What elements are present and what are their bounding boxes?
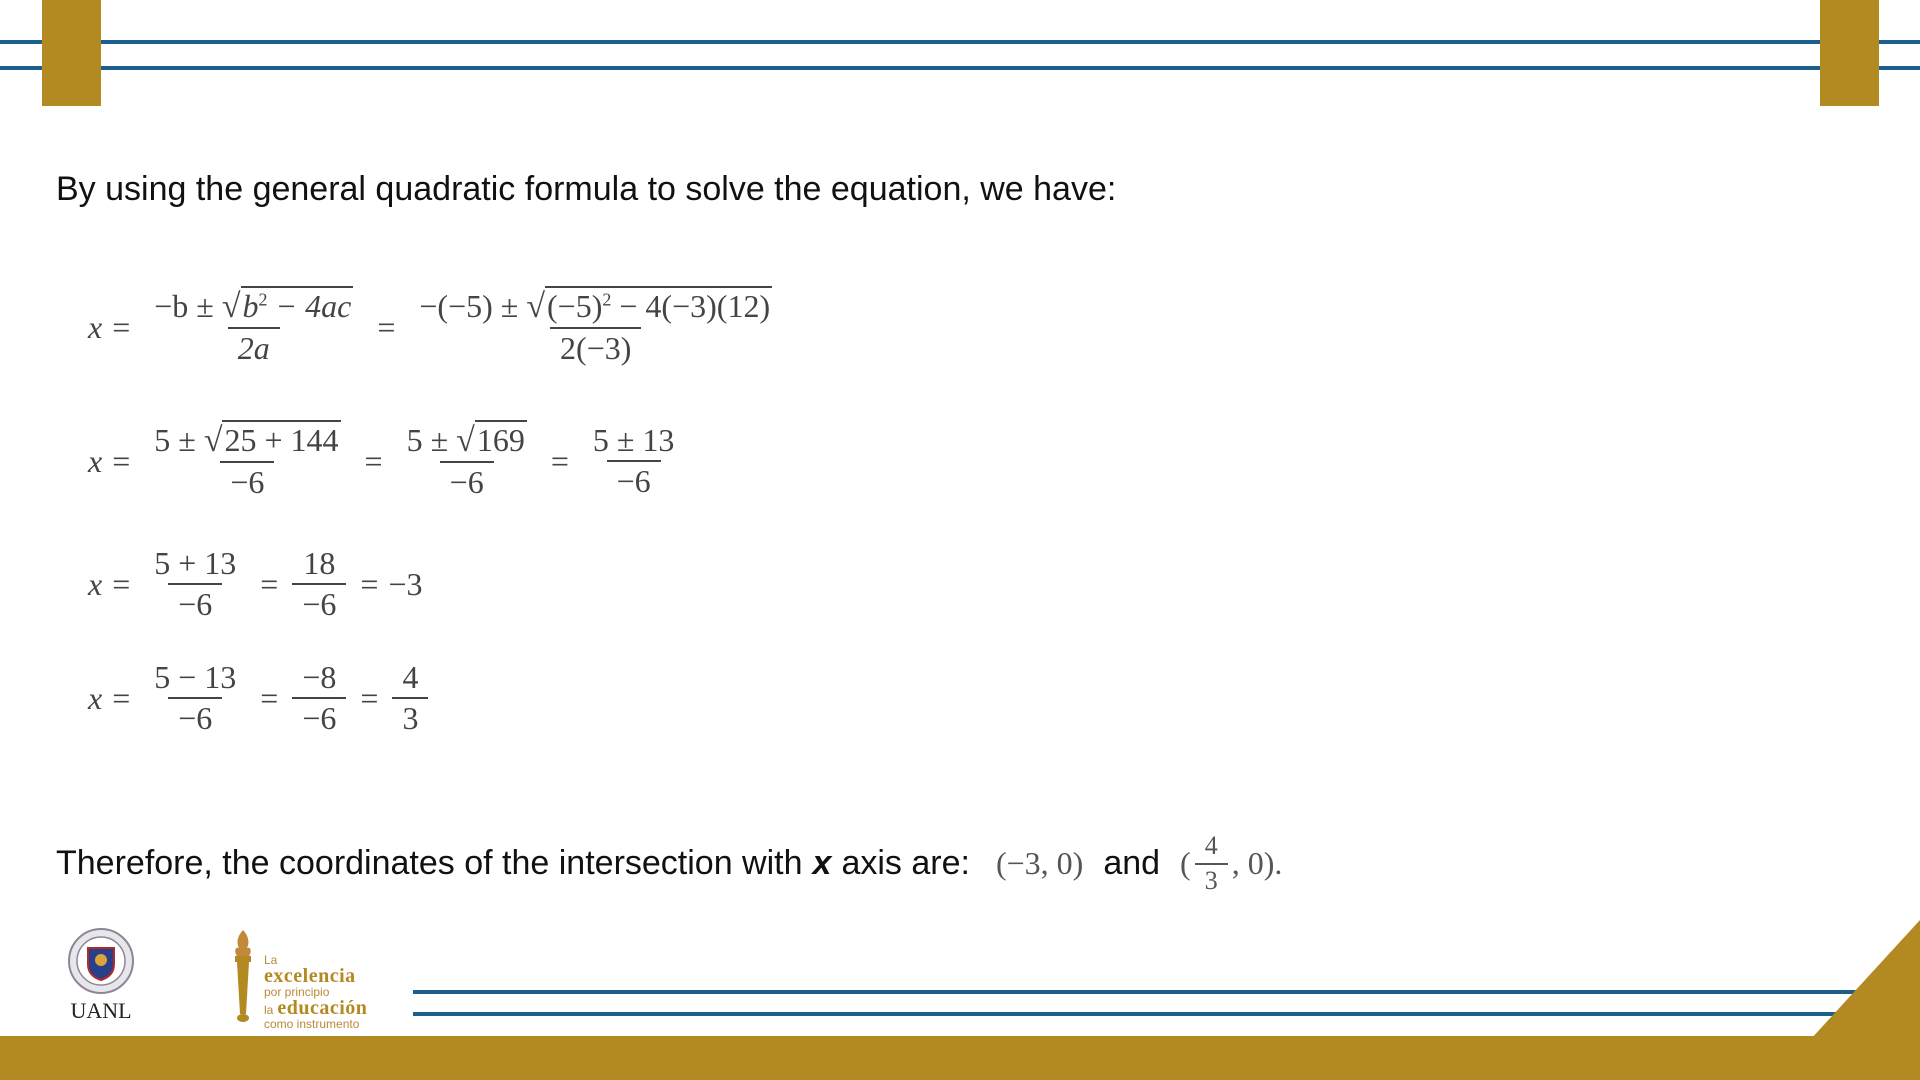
bottom-line-1 xyxy=(413,990,1893,994)
eq2-fraction-2: $\frac{5 \pm √169}{-6}$ xyxy=(406,422,525,501)
top-right-gold-block xyxy=(1820,0,1879,106)
eq4-fraction-3: $\frac{4}{3}$ xyxy=(392,660,428,736)
eq1-fraction-2: $\frac{-(-5) \pm √(-5)^2 - 4(-3)(12)}{2(-3)}$ xyxy=(419,288,771,367)
point-2: ( $\frac{4}{3}$ , 0). xyxy=(1180,831,1283,895)
uanl-label: UANL xyxy=(70,998,132,1023)
top-line-1 xyxy=(0,40,1920,44)
equation-2: x = $\frac{5 \pm √25 + 144}{-6}$ = $\frac{5 \pm √169}{-6}$ = $\frac{5 \pm 13}{-6}$ xyxy=(88,422,688,501)
eq3-lhs: x xyxy=(88,565,103,602)
eq2-fraction-3: $\frac{5 \pm 13}{-6}$ xyxy=(592,422,675,500)
equation-1: x = $\frac{-b \pm √b^2 - 4ac}{2a}$ = $\frac{-(-5) \pm √(-5)^2 - 4(-3)(12)}{2(-3)}$ xyxy=(88,288,786,367)
conclusion-sentence xyxy=(56,832,1282,895)
and-word: and xyxy=(1103,844,1161,883)
eq4-fraction-1: $\frac{5 - 13}{-6}$ xyxy=(154,659,237,737)
eq3-fraction-1: $\frac{5 + 13}{-6}$ xyxy=(154,545,237,623)
eq2-lhs: x xyxy=(88,442,103,479)
bottom-gold-bar xyxy=(0,1036,1920,1080)
eq4-lhs: x xyxy=(88,679,103,716)
top-line-2 xyxy=(0,66,1920,70)
eq1-lhs: x xyxy=(88,308,103,345)
uanl-seal-logo xyxy=(68,928,134,994)
intro-text: By using the general quadratic formula to solve the equation, we have: xyxy=(56,170,1117,208)
conclusion-text-before: Therefore, the coordinates of the intersection with xyxy=(56,844,803,883)
equation-3: x = $\frac{5 + 13}{-6}$ = $\frac{18}{-6}$ = −3 xyxy=(88,545,423,623)
equation-4: x = $\frac{5 - 13}{-6}$ = $\frac{-8}{-6}$ = $\frac{4}{3}$ xyxy=(88,660,432,736)
torch-icon xyxy=(228,928,258,1024)
bottom-right-gold-triangle xyxy=(1810,920,1920,1040)
conclusion-text-after: axis are: xyxy=(841,844,970,883)
bottom-line-2 xyxy=(413,1012,1893,1016)
point-1: (−3, 0) xyxy=(995,845,1084,882)
top-left-gold-block xyxy=(42,0,101,106)
eq2-fraction-1: $\frac{5 \pm √25 + 144}{-6}$ xyxy=(154,422,339,501)
eq3-fraction-2: $\frac{18}{-6}$ xyxy=(292,546,346,622)
eq4-fraction-2: $\frac{-8}{-6}$ xyxy=(292,660,346,736)
slogan-logo: La excelencia por principio la educación como instrumento xyxy=(264,953,368,1031)
conclusion-x-variable: x xyxy=(812,844,832,883)
eq1-fraction-1: $\frac{-b \pm √b^2 - 4ac}{2a}$ xyxy=(154,288,352,367)
eq3-result: −3 xyxy=(388,565,423,602)
